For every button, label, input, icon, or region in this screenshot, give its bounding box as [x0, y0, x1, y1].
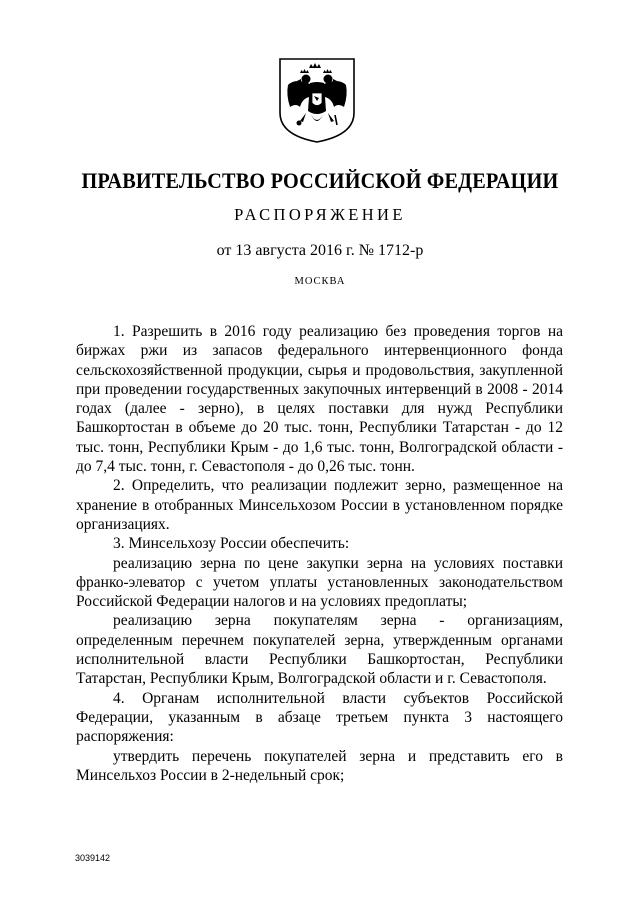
document-body: [76, 322, 563, 785]
document-type: РАСПОРЯЖЕНИЕ: [234, 205, 406, 224]
government-title: ПРАВИТЕЛЬСТВО РОССИЙСКОЙ ФЕДЕРАЦИИ: [81, 168, 559, 193]
document-city: МОСКВА: [294, 276, 346, 287]
paragraph-4: 4. Органам исполнительной власти субъектов Российской Федерации, указанным в абзаце третьем пункта 3 настоящего распоряжения:: [76, 689, 563, 746]
document-code: 3039142: [75, 853, 111, 863]
coat-of-arms-icon: [276, 55, 358, 145]
paragraph-3: 3. Минсельхозу России обеспечить:: [113, 535, 350, 553]
paragraph-2: 2. Определить, что реализации подлежит зерно, размещенное на хранение в отобранных Минсельхозом России в установленном порядке организациях.: [76, 477, 563, 533]
paragraph-4-item-1: утвердить перечень покупателей зерна и представить его в Минсельхоз России в 2-недельный срок;: [76, 747, 563, 784]
paragraph-3-item-1: реализацию зерна по цене закупки зерна на условиях поставки франко-элеватор с учетом уплаты установленных законодательством Российской Федерации налогов и на условиях предоплаты;: [76, 554, 563, 611]
document-date-number: от 13 августа 2016 г. № 1712-р: [216, 242, 424, 259]
paragraph-3-item-2: реализацию зерна покупателям зерна - организациям, определенным перечнем покупателей зерна, утвержденным органами исполнительной власти Республики Башкортостан, Республики Татарстан, Республики Крым, Волгоградской области и г. Севастополя.: [76, 612, 563, 688]
paragraph-1: 1. Разрешить в 2016 году реализацию без проведения торгов на биржах ржи из запасов федерального интервенционного фонда сельскохозяйственной продукции, сырья и продовольствия, закупленной при проведении государственных закупочных интервенций в 2008 - 2014 годах (далее - зерно), в целях поставки для нужд Республики Башкортостан в объеме до 20 тыс. тонн, Республики Татарстан - до 12 тыс. тонн, Республики Крым - до 1,6 тыс. тонн, Волгоградской области - до 7,4 тыс. тонн, г. Севастополя - до 0,26 тыс. тонн.: [76, 323, 563, 476]
